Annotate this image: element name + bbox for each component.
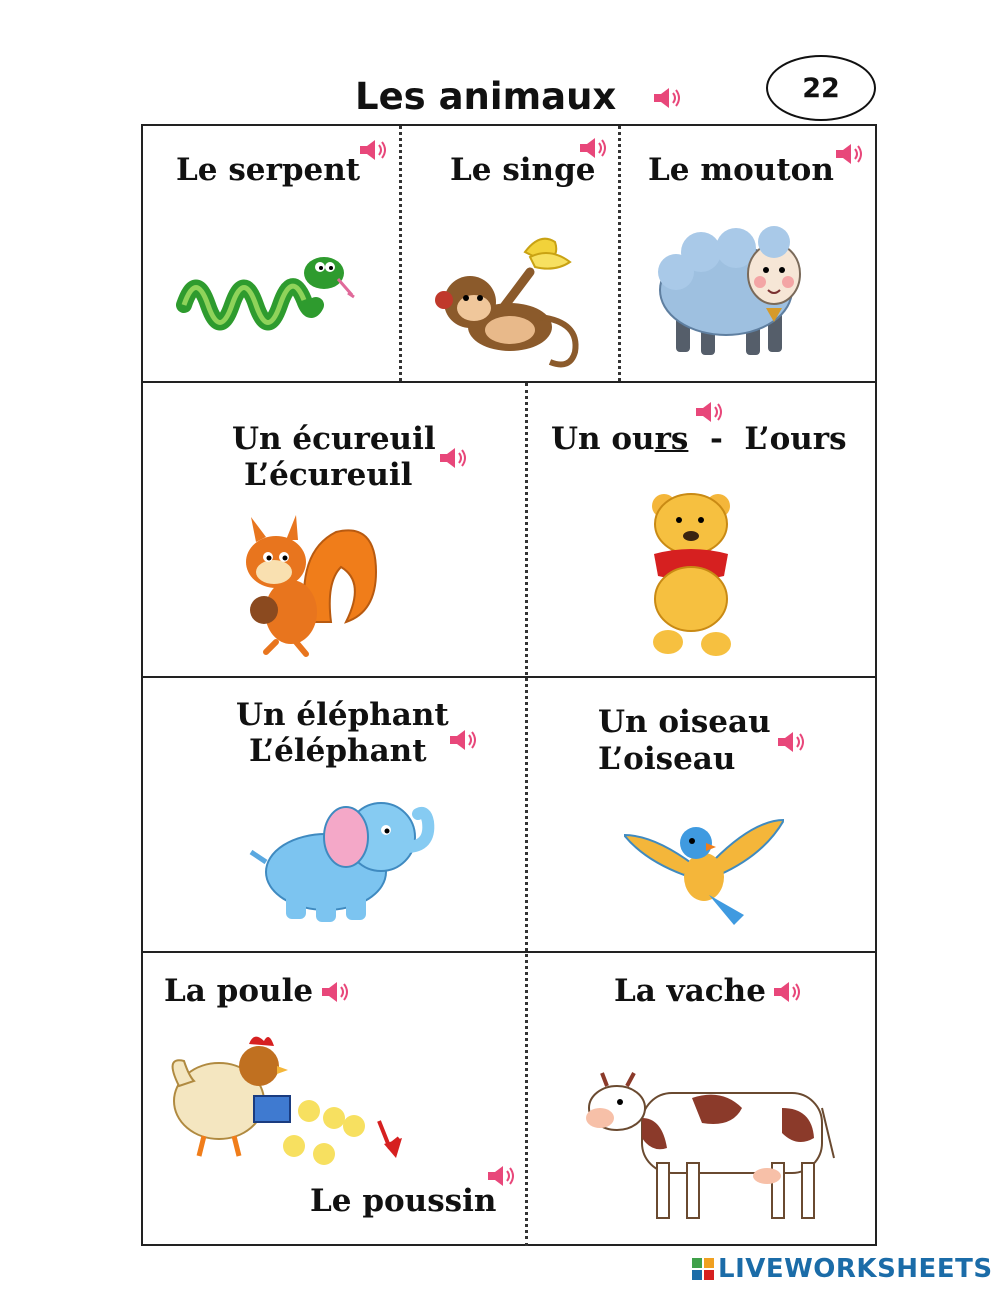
card-label-singe: Le singe [450, 152, 596, 188]
speaker-icon[interactable] [772, 980, 802, 1004]
speaker-icon[interactable] [776, 730, 806, 754]
card-label-vache: La vache [614, 973, 766, 1009]
title-text: Les animaux [355, 75, 617, 118]
column-divider [618, 126, 621, 381]
snake-illustration [176, 245, 356, 340]
bear-illustration [636, 484, 746, 660]
speaker-icon[interactable] [694, 400, 724, 424]
ours-suffix: - L’ours [688, 421, 847, 457]
page-number-badge [766, 55, 876, 121]
sheep-illustration [656, 212, 821, 360]
column-divider [399, 126, 402, 381]
card-label-ecureuil-2: L’écureuil [244, 457, 413, 493]
speaker-icon[interactable] [320, 980, 350, 1004]
page-number: 22 [802, 72, 840, 104]
speaker-icon[interactable] [578, 136, 608, 160]
ours-prefix: Un ou [551, 421, 655, 457]
bird-illustration [624, 815, 784, 931]
worksheet-title [355, 75, 616, 118]
card-label-ours [551, 421, 847, 457]
hen-and-chicks-illustration [164, 1026, 404, 1172]
squirrel-illustration [236, 512, 378, 658]
speaker-icon[interactable] [448, 728, 478, 752]
card-label-ecureuil-1: Un écureuil [232, 421, 436, 457]
card-label-poussin: Le poussin [310, 1183, 497, 1219]
row-divider [141, 676, 877, 678]
card-label-poule: La poule [164, 973, 314, 1009]
elephant-illustration [246, 792, 438, 924]
cow-illustration [582, 1068, 840, 1228]
card-label-mouton: Le mouton [648, 152, 834, 188]
monkey-illustration [430, 232, 590, 372]
brand-logo-icon [692, 1258, 714, 1280]
card-label-oiseau-1: Un oiseau [598, 704, 771, 740]
card-label-serpent: Le serpent [176, 152, 361, 188]
row-divider [141, 381, 877, 383]
card-label-elephant-1: Un éléphant [236, 697, 449, 733]
speaker-icon[interactable] [486, 1164, 516, 1188]
speaker-icon[interactable] [834, 142, 864, 166]
speaker-icon[interactable] [358, 138, 388, 162]
card-label-oiseau-2: L’oiseau [598, 741, 736, 777]
row-divider [141, 951, 877, 953]
card-label-elephant-2: L’éléphant [249, 733, 427, 769]
ours-underlined: rs [654, 421, 689, 457]
liveworksheets-logo [692, 1254, 993, 1284]
speaker-icon[interactable] [652, 86, 682, 110]
brand-name: LIVEWORKSHEETS [718, 1254, 993, 1284]
column-divider [525, 383, 528, 1246]
speaker-icon[interactable] [438, 446, 468, 470]
